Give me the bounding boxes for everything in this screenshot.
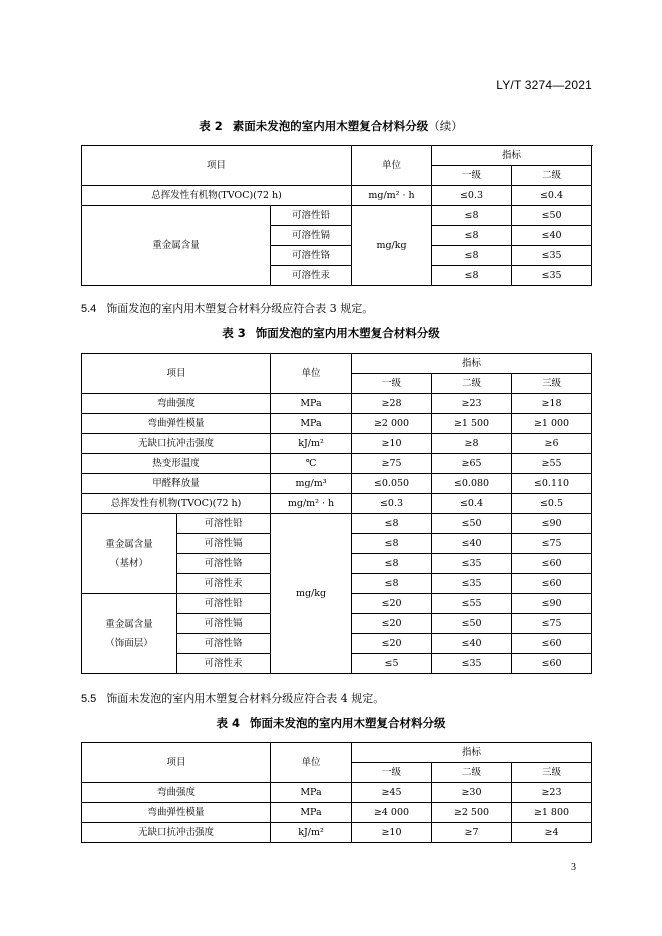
- table2-heavy-name: 可溶性镉: [271, 226, 352, 246]
- table-cell: ≥18: [512, 394, 592, 414]
- table-cell: ≤35: [432, 574, 512, 594]
- table-cell: ≤35: [512, 266, 592, 286]
- table-row: [82, 206, 592, 226]
- table-cell: ≥4 000: [352, 803, 432, 823]
- table-cell: ≤8: [432, 266, 512, 286]
- table3-prop-name: 无缺口抗冲击强度: [82, 434, 271, 454]
- table3: [81, 353, 592, 674]
- table4-title: 饰面未发泡的室内用木塑复合材料分级: [250, 716, 446, 730]
- table-cell: ≤8: [432, 206, 512, 226]
- table-row: [82, 494, 592, 514]
- table3-heavy-name: 可溶性铬: [177, 554, 271, 574]
- table4-header-index: 指标: [352, 743, 592, 763]
- table2-heavy-unit: mg/kg: [352, 206, 432, 286]
- clause-5-4-text: 饰面发泡的室内用木塑复合材料分级应符合表 3 规定。: [106, 302, 374, 315]
- table-cell: ≤40: [512, 226, 592, 246]
- table-cell: ≤40: [432, 634, 512, 654]
- table3-heavy-name: 可溶性铅: [177, 594, 271, 614]
- table3-prop-name: 弯曲弹性模量: [82, 414, 271, 434]
- table-row: [82, 474, 592, 494]
- table3-prop-name: 甲醛释放量: [82, 474, 271, 494]
- page-number: 3: [571, 862, 576, 873]
- table-cell: ≤8: [352, 514, 432, 534]
- standard-id: LY/T 3274—2021: [496, 78, 592, 92]
- table-cell: ≤35: [512, 246, 592, 266]
- table3-base-label: [82, 514, 177, 594]
- table4-prop-unit: kJ/m²: [271, 823, 352, 843]
- table4-prop-name: 无缺口抗冲击强度: [82, 823, 271, 843]
- table3-prop-name: 热变形温度: [82, 454, 271, 474]
- table-row: [82, 454, 592, 474]
- table4-prop-name: 弯曲弹性模量: [82, 803, 271, 823]
- clause-5-4-number: 5.4: [81, 303, 97, 315]
- table3-prop-unit: MPa: [271, 394, 352, 414]
- table-cell: ≥7: [432, 823, 512, 843]
- table3-base-label-line2: （基材）: [109, 557, 148, 569]
- table4-header-grade3: 三级: [512, 763, 592, 783]
- table-cell: ≤20: [352, 594, 432, 614]
- table-cell: ≤50: [512, 206, 592, 226]
- table-cell: ≤75: [512, 614, 592, 634]
- table2-header-unit: 单位: [352, 146, 432, 186]
- table-cell: ≥65: [432, 454, 512, 474]
- table3-surface-label: [82, 594, 177, 674]
- table-row: [82, 186, 592, 206]
- clause-5-4: [81, 300, 373, 316]
- table4: [81, 742, 592, 843]
- table-cell: ≥1 000: [512, 414, 592, 434]
- table4-number: 表 4: [216, 716, 240, 730]
- table-cell: ≤40: [432, 534, 512, 554]
- table-row: [82, 803, 592, 823]
- table-cell: ≤50: [432, 614, 512, 634]
- table-cell: ≤60: [512, 654, 592, 674]
- table-cell: ≤60: [512, 634, 592, 654]
- table-cell: ≤75: [512, 534, 592, 554]
- table2-heavy-name: 可溶性汞: [271, 266, 352, 286]
- table-cell: ≥2 000: [352, 414, 432, 434]
- table2-tvoc-grade2: ≤0.4: [512, 186, 592, 206]
- table-cell: ≥45: [352, 783, 432, 803]
- table3-prop-unit: mg/m² · h: [271, 494, 352, 514]
- table3-prop-unit: ℃: [271, 454, 352, 474]
- table2-heavy-name: 可溶性铬: [271, 246, 352, 266]
- table4-header-item: 项目: [82, 743, 271, 783]
- table-cell: ≥75: [352, 454, 432, 474]
- clause-5-5: [81, 690, 384, 706]
- table3-caption: [0, 325, 662, 341]
- table-cell: ≤60: [512, 574, 592, 594]
- table3-header-grade3: 三级: [512, 374, 592, 394]
- table-cell: ≤0.5: [512, 494, 592, 514]
- table2-header-item: 项目: [82, 146, 352, 186]
- table2-header-grade2: 二级: [512, 166, 592, 186]
- table2-header-index: 指标: [432, 146, 592, 166]
- table-cell: ≥4: [512, 823, 592, 843]
- table-row: [82, 414, 592, 434]
- table2-caption: [0, 118, 662, 134]
- table-cell: ≥1 500: [432, 414, 512, 434]
- table3-title: 饰面发泡的室内用木塑复合材料分级: [255, 326, 440, 340]
- table4-prop-unit: MPa: [271, 783, 352, 803]
- table-cell: ≥1 800: [512, 803, 592, 823]
- table4-header-grade1: 一级: [352, 763, 432, 783]
- table3-header-unit: 单位: [271, 354, 352, 394]
- table-cell: ≤90: [512, 514, 592, 534]
- table-row: [82, 514, 592, 534]
- table4-prop-unit: MPa: [271, 803, 352, 823]
- table3-prop-name: 总挥发性有机物(TVOC)(72 h): [82, 494, 271, 514]
- table3-surface-label-line2: （饰面层）: [105, 637, 153, 649]
- table-cell: ≤35: [432, 654, 512, 674]
- table3-header-item: 项目: [82, 354, 271, 394]
- table4-caption: [0, 715, 662, 731]
- table-cell: ≥30: [432, 783, 512, 803]
- table4-prop-name: 弯曲强度: [82, 783, 271, 803]
- table3-base-label-line1: 重金属含量: [105, 538, 153, 550]
- table-cell: ≤0.3: [352, 494, 432, 514]
- table3-number: 表 3: [222, 326, 246, 340]
- table-cell: ≥10: [352, 434, 432, 454]
- clause-5-5-number: 5.5: [81, 693, 97, 705]
- table-cell: ≤0.4: [432, 494, 512, 514]
- table-cell: ≥28: [352, 394, 432, 414]
- table-cell: ≥10: [352, 823, 432, 843]
- table-row: [82, 434, 592, 454]
- table-cell: ≥55: [512, 454, 592, 474]
- table2: [81, 145, 592, 286]
- table3-prop-unit: mg/m³: [271, 474, 352, 494]
- table-row: [82, 823, 592, 843]
- table4-header-unit: 单位: [271, 743, 352, 783]
- table2-header-grade1: 一级: [432, 166, 512, 186]
- table-cell: ≥2 500: [432, 803, 512, 823]
- table3-heavy-name: 可溶性铅: [177, 514, 271, 534]
- table3-heavy-name: 可溶性铬: [177, 634, 271, 654]
- table2-title: 素面未发泡的室内用木塑复合材料分级: [232, 119, 429, 133]
- table2-suffix: （续）: [428, 119, 463, 133]
- table-cell: ≤50: [432, 514, 512, 534]
- table3-prop-unit: MPa: [271, 414, 352, 434]
- table-cell: ≤55: [432, 594, 512, 614]
- table-cell: ≤8: [352, 534, 432, 554]
- table3-heavy-name: 可溶性镉: [177, 534, 271, 554]
- table-cell: ≥23: [432, 394, 512, 414]
- table-row: [82, 783, 592, 803]
- table-cell: ≥6: [512, 434, 592, 454]
- table-cell: ≥8: [432, 434, 512, 454]
- table3-header-grade1: 一级: [352, 374, 432, 394]
- table-cell: ≤35: [432, 554, 512, 574]
- table-row: [82, 394, 592, 414]
- table-cell: ≤5: [352, 654, 432, 674]
- clause-5-5-text: 饰面未发泡的室内用木塑复合材料分级应符合表 4 规定。: [106, 692, 385, 705]
- table3-heavy-name: 可溶性汞: [177, 574, 271, 594]
- table2-tvoc-label: 总挥发性有机物(TVOC)(72 h): [82, 186, 352, 206]
- table-cell: ≤0.050: [352, 474, 432, 494]
- table2-heavy-label: 重金属含量: [82, 206, 271, 286]
- table-cell: ≤0.110: [512, 474, 592, 494]
- table-cell: ≤0.080: [432, 474, 512, 494]
- table3-surface-label-line1: 重金属含量: [105, 618, 153, 630]
- table-cell: ≤8: [352, 574, 432, 594]
- table-cell: ≤8: [352, 554, 432, 574]
- table2-tvoc-unit: mg/m² · h: [352, 186, 432, 206]
- table-cell: ≤8: [432, 246, 512, 266]
- table3-header-index: 指标: [352, 354, 592, 374]
- table-cell: ≥23: [512, 783, 592, 803]
- table3-prop-unit: kJ/m²: [271, 434, 352, 454]
- table3-prop-name: 弯曲强度: [82, 394, 271, 414]
- table3-heavy-name: 可溶性汞: [177, 654, 271, 674]
- table-cell: ≤20: [352, 614, 432, 634]
- table2-number: 表 2: [199, 119, 223, 133]
- table-cell: ≤60: [512, 554, 592, 574]
- table2-tvoc-grade1: ≤0.3: [432, 186, 512, 206]
- table2-heavy-name: 可溶性铅: [271, 206, 352, 226]
- table-cell: ≤8: [432, 226, 512, 246]
- table-cell: ≤20: [352, 634, 432, 654]
- table4-header-grade2: 二级: [432, 763, 512, 783]
- table-cell: ≤90: [512, 594, 592, 614]
- table3-header-grade2: 二级: [432, 374, 512, 394]
- table3-heavy-unit: mg/kg: [271, 514, 352, 674]
- table3-heavy-name: 可溶性镉: [177, 614, 271, 634]
